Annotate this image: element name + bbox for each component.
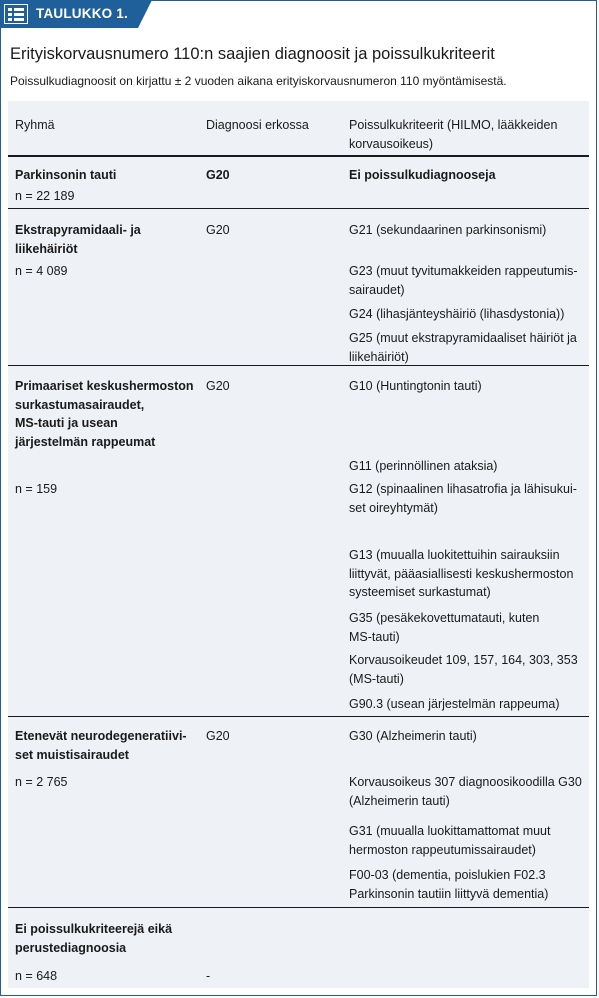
data-table [8, 101, 589, 988]
row-criterion-line: liikehäiriöt) [349, 349, 409, 364]
row-criterion [349, 262, 585, 299]
row-criterion [349, 329, 585, 366]
row-criterion-line: G25 (muut ekstrapyramidaaliset häiriöt ja [349, 331, 577, 345]
row-diagnosis-line: G20 [206, 168, 230, 182]
row-divider [8, 365, 589, 366]
row-criterion-line: set oireyhtymät) [349, 500, 438, 515]
row-group [15, 920, 200, 957]
row-criterion-line: G30 (Alzheimerin tauti) [349, 729, 477, 743]
column-header-group-line: Ryhmä [15, 118, 55, 132]
table-title: Erityiskorvausnumero 110:n saajien diagnoosit ja poissulkukriteerit [10, 45, 495, 63]
row-criterion-line: G11 (perinnöllinen ataksia) [349, 459, 498, 473]
row-criterion [349, 480, 585, 517]
row-criterion-line: liittyvät, pääasiallisesti keskushermoston [349, 566, 574, 581]
row-criterion [349, 457, 585, 476]
row-criterion [349, 822, 585, 859]
row-criterion [349, 866, 585, 903]
column-header-criteria-line: Poissulkukriteerit (HILMO, lääkkeiden [349, 118, 558, 132]
row-divider [8, 208, 589, 209]
row-group-line: Primaariset keskushermoston [15, 379, 194, 393]
row-count [15, 773, 200, 792]
row-group-line: Etenevät neurodegeneratiivi- [15, 729, 187, 743]
row-count [15, 262, 200, 281]
row-count-line: n = 22 189 [15, 189, 75, 203]
row-criterion [349, 221, 585, 240]
row-criterion [349, 166, 585, 185]
row-group [15, 166, 200, 185]
table-icon [4, 4, 28, 24]
row-criterion-line: G10 (Huntingtonin tauti) [349, 379, 482, 393]
row-diagnosis-line: G20 [206, 223, 230, 237]
column-header-group [15, 116, 200, 135]
row-count [15, 187, 200, 206]
row-criterion-line: sairaudet) [349, 282, 405, 297]
row-criterion-line: G24 (lihasjänteyshäiriö (lihasdystonia)) [349, 307, 565, 321]
header-divider [8, 155, 589, 157]
column-header-criteria [349, 116, 585, 153]
row-diagnosis [206, 967, 336, 986]
row-criterion-line: Korvausoikeudet 109, 157, 164, 303, 353 [349, 653, 578, 667]
row-criterion [349, 695, 585, 714]
row-group [15, 377, 200, 451]
row-criterion-line: systeemiset surkastumat) [349, 585, 491, 599]
row-criterion-line: G12 (spinaalinen lihasatrofia ja lähisukui- [349, 482, 577, 496]
column-header-diagnosis-line: Diagnoosi erkossa [206, 118, 309, 132]
row-diagnosis-line: - [206, 969, 211, 983]
row-criterion-line: (Alzheimerin tauti) [349, 793, 450, 808]
row-group-line: Ekstrapyramidaali- ja [15, 223, 141, 237]
row-group-line: surkastumasairaudet, [15, 397, 145, 412]
row-count-line: n = 2 765 [15, 775, 68, 789]
row-criterion [349, 305, 585, 324]
table-number-label: TAULUKKO 1. [36, 6, 128, 21]
row-divider [8, 907, 589, 908]
row-group-line: liikehäiriöt [15, 241, 78, 256]
row-criterion-line: G90.3 (usean järjestelmän rappeuma) [349, 697, 560, 711]
row-group-line: Parkinsonin tauti [15, 168, 117, 182]
row-group [15, 221, 200, 258]
row-criterion-line: G35 (pesäkekovettumatauti, kuten [349, 611, 540, 625]
table-subtitle: Poissulkudiagnoosit on kirjattu ± 2 vuoden aikana erityiskorvausnumeron 110 myöntämisestä. [10, 74, 507, 88]
row-diagnosis-line: G20 [206, 729, 230, 743]
row-criterion [349, 609, 585, 646]
row-criterion-line: MS-tauti) [349, 629, 400, 644]
row-diagnosis [206, 166, 336, 185]
row-count-line: n = 648 [15, 969, 58, 983]
table-label-band [0, 0, 152, 28]
row-count [15, 967, 200, 986]
row-count [15, 480, 200, 499]
row-group-line: set muistisairaudet [15, 747, 129, 762]
row-group-line: MS-tauti ja usean [15, 416, 118, 430]
row-criterion-line: Ei poissulkudiagnooseja [349, 168, 496, 182]
row-group-line: perustediagnoosia [15, 940, 127, 955]
row-criterion [349, 773, 585, 810]
row-criterion-line: G31 (muualla luokittamattomat muut [349, 824, 551, 838]
row-group-line: Ei poissulkukriteerejä eikä [15, 922, 173, 936]
column-header-criteria-line: korvausoikeus) [349, 136, 434, 151]
row-criterion-line: (MS-tauti) [349, 671, 404, 686]
row-group-line: järjestelmän rappeumat [15, 434, 156, 449]
column-header-diagnosis [206, 116, 336, 135]
row-criterion [349, 651, 585, 688]
row-criterion-line: G21 (sekundaarinen parkinsonismi) [349, 223, 547, 237]
row-criterion-line: G13 (muualla luokitettuihin sairauksiin [349, 548, 560, 562]
row-diagnosis [206, 727, 336, 746]
row-criterion [349, 377, 585, 396]
row-criterion [349, 727, 585, 746]
row-diagnosis [206, 377, 336, 396]
row-divider [8, 716, 589, 717]
row-count-line: n = 4 089 [15, 264, 68, 278]
row-criterion-line: hermoston rappeutumissairaudet) [349, 842, 536, 857]
row-criterion-line: G23 (muut tyvitumakkeiden rappeutumis- [349, 264, 578, 278]
row-criterion-line: F00-03 (dementia, poislukien F02.3 [349, 868, 546, 882]
row-count-line: n = 159 [15, 482, 58, 496]
row-group [15, 727, 200, 764]
row-diagnosis-line: G20 [206, 379, 230, 393]
row-criterion [349, 546, 585, 602]
row-criterion-line: Parkinsonin tautiin liittyvä dementia) [349, 886, 549, 901]
row-criterion-line: Korvausoikeus 307 diagnoosikoodilla G30 [349, 775, 582, 789]
row-diagnosis [206, 221, 336, 240]
